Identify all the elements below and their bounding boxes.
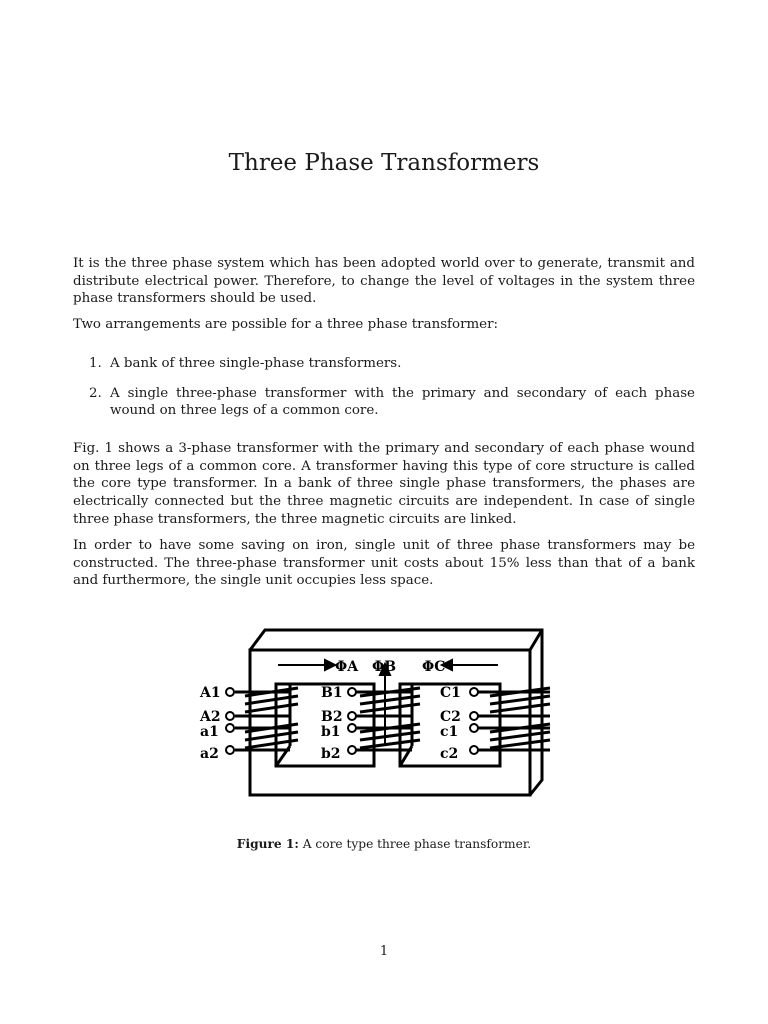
terminal-label: b2 — [321, 746, 341, 762]
terminal-label: a1 — [200, 724, 219, 740]
terminal-label: b1 — [321, 724, 341, 740]
terminal-label: C2 — [440, 709, 461, 725]
core-outline — [250, 630, 542, 795]
caption-label: Figure 1: — [236, 837, 299, 851]
terminal-label: A2 — [200, 709, 221, 725]
transformer-figure — [190, 620, 570, 810]
intro-paragraph: It is the three phase system which has been adopted world over to generate, transmit and distribute electrical power. Therefore, to change the level of voltages in the system three phase transformers should be used. — [73, 256, 695, 307]
terminal-label: B1 — [321, 685, 343, 701]
list-item-text: A single three-phase transformer with the primary and secondary of each phase wound on three legs of a common core. — [110, 385, 695, 419]
page-number: 1 — [379, 944, 389, 959]
list-item-text: A bank of three single-phase transformers. — [110, 356, 402, 371]
list-item-number: 2. — [89, 385, 102, 401]
arrangements-paragraph: Two arrangements are possible for a three phase transformer: — [73, 317, 499, 332]
flux-label-b: ΦB — [372, 659, 397, 675]
caption-text: A core type three phase transformer. — [302, 837, 532, 851]
terminal-label: A1 — [200, 685, 221, 701]
cost-paragraph: In order to have some saving on iron, single unit of three phase transformers may be constructed. The three-phase transformer unit costs about 15% less than that of a bank and furthermore, the single unit occupies less space. — [73, 538, 695, 589]
terminal-label: c2 — [440, 746, 459, 762]
arrangements-list — [73, 355, 695, 420]
terminal-label: B2 — [321, 709, 343, 725]
terminal-label: c1 — [440, 724, 459, 740]
list-item-number: 1. — [89, 356, 102, 371]
figure-caption — [0, 837, 768, 851]
list-item — [73, 385, 695, 420]
list-item — [73, 355, 695, 373]
page-title: Three Phase Transformers — [228, 150, 540, 176]
flux-labels — [335, 659, 445, 675]
windings — [235, 688, 550, 750]
core-type-paragraph: Fig. 1 shows a 3-phase transformer with the primary and secondary of each phase wound on three legs of a common core. A transformer having this type of core structure is called the core type transformer. In a bank of three single phase transformers, the phases are electrically connected but the three magnetic circuits are independent. In case of single three phase transformers, the three magnetic circuits are linked. — [73, 441, 695, 527]
terminal-label: a2 — [200, 746, 219, 762]
transformer-diagram — [190, 620, 570, 810]
flux-label-c: ΦC — [422, 659, 446, 675]
terminal-label: C1 — [440, 685, 461, 701]
flux-label-a: ΦA — [335, 659, 359, 675]
